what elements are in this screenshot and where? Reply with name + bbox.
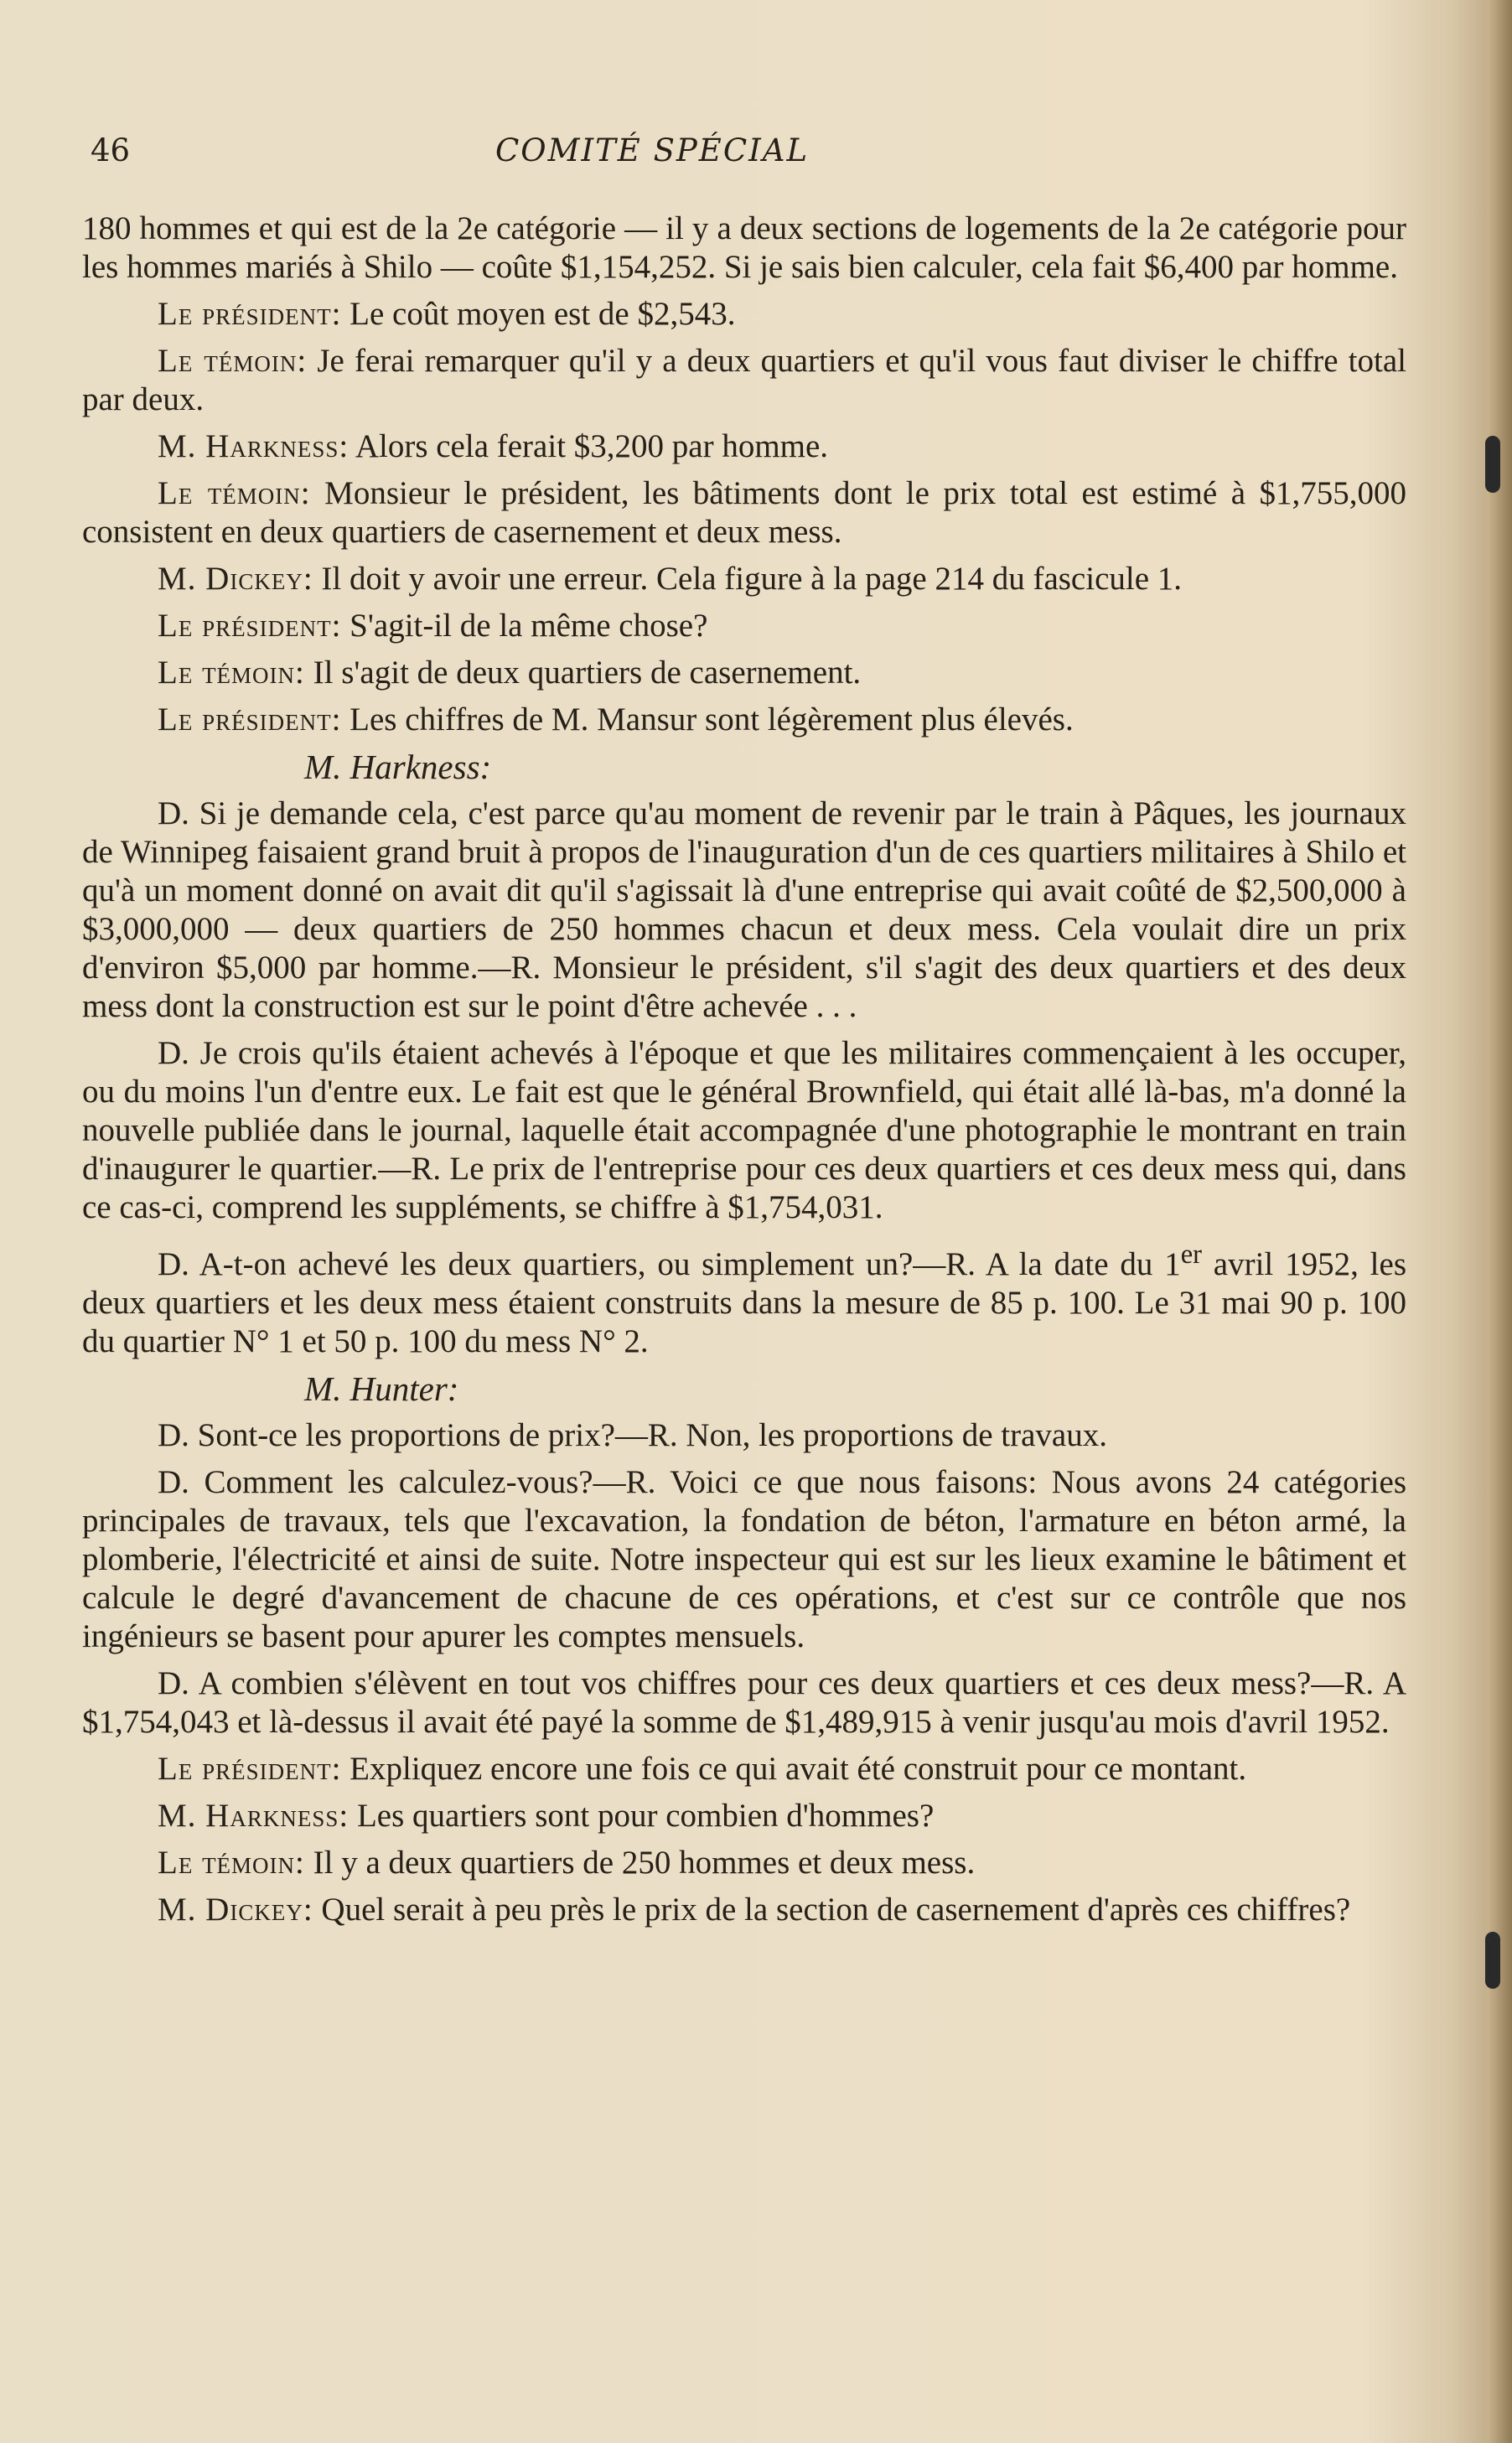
paragraph [82, 1750, 1406, 1788]
superscript: er [1180, 1240, 1202, 1270]
running-head [91, 132, 1406, 174]
paragraph-text: Je ferai remarquer qu'il y a deux quartiers et qu'il vous faut diviser le chiffre total par deux. [82, 343, 1406, 417]
paragraph: D. Je crois qu'ils étaient achevés à l'époque et que les militaires commençaient à les occuper, ou du moins l'un d'entre eux. Le fait est que le général Brownfield, qui était allé là-bas, m'a donné la nouvelle publiée dans le journal, laquelle était accompagnée d'une photographie le montrant en train d'inaugurer le quartier.—R. Le prix de l'entreprise pour ces deux quartiers et ces deux mess qui, dans ce cas-ci, comprend les suppléments, se chiffre à $1,754,031. [82, 1035, 1406, 1225]
paragraph-text: D. A-t-on achevé les deux quartiers, ou simplement un?—R. A la date du 1 [158, 1246, 1181, 1282]
paragraph-text: Le coût moyen est de $2,543. [350, 296, 736, 332]
paragraph [82, 210, 1406, 287]
paragraph [82, 701, 1406, 739]
paragraph-text: avril 1952, les deux quartiers et les deux mess étaient construits dans la mesure de 85 p. 100. Le 31 mai 90 p. 100 du quartier N° 1 et 50 p. 100 du mess N° 2. [82, 1246, 1407, 1359]
paragraph-text: 180 hommes et qui est de la 2e catégorie — il y a deux sections de logements de la 2e catégorie pour les hommes mariés à Shilo — coûte $1,154,252. Si je sais bien calculer, cela fait $6,400 par homme. [82, 210, 1406, 285]
speaker: M. Dickey: [158, 561, 313, 597]
speaker: Le président: [158, 608, 342, 644]
section-heading: M. Hunter: [304, 1369, 459, 1408]
speaker: Le président: [158, 296, 342, 332]
punch-hole [1485, 1932, 1500, 1989]
paragraph [82, 1844, 1406, 1882]
paragraph: D. Si je demande cela, c'est parce qu'au moment de revenir par le train à Pâques, les journaux de Winnipeg faisaient grand bruit à propos de l'inauguration d'un de ces quartiers militaires à Shilo et qu'à un moment donné on avait dit qu'il s'agissait là d'une entreprise qui avait coûté de $2,500,000 à $3,000,000 — deux quartiers de 250 hommes chacun et deux mess. Cela voulait dire un prix d'environ $5,000 par homme.—R. Monsieur le président, s'il s'agit des deux quartiers et des deux mess dont la construction est sur le point d'être achevée . . . [82, 795, 1406, 1024]
paragraph-text: Il y a deux quartiers de 250 hommes et deux mess. [313, 1845, 976, 1881]
paragraph [82, 474, 1406, 551]
speaker: Le président: [158, 701, 342, 738]
paragraph: D. Comment les calculez-vous?—R. Voici ce que nous faisons: Nous avons 24 catégories principales de travaux, tels que l'excavation, la fondation de béton, l'armature en béton armé, la plomberie, l'électricité et ainsi de suite. Notre inspecteur qui est sur les lieux examine le bâtiment et calcule le degré d'avancement de chacune de ces opérations, et c'est sur ce contrôle que nos ingénieurs se basent pour apurer les comptes mensuels. [82, 1464, 1406, 1654]
speaker: M. Dickey: [158, 1892, 313, 1928]
page-number: 46 [91, 132, 131, 168]
paragraph [82, 342, 1406, 419]
paragraph [82, 427, 1406, 466]
paragraph-text: Monsieur le président, les bâtiments dont le prix total est estimé à $1,755,000 consistent en deux quartiers de casernement et deux mess. [82, 475, 1406, 550]
paragraph-text: Expliquez encore une fois ce qui avait été construit pour ce montant. [350, 1751, 1247, 1787]
speaker: Le témoin: [158, 343, 308, 379]
speaker: Le témoin: [158, 475, 311, 511]
paragraph-text: Quel serait à peu près le prix de la section de casernement d'après ces chiffres? [321, 1892, 1351, 1928]
page-edge [1487, 0, 1512, 2443]
paragraph [82, 560, 1406, 598]
paragraph [82, 295, 1406, 334]
paragraph-text: S'agit-il de la même chose? [350, 608, 708, 644]
punch-hole [1485, 436, 1500, 493]
paragraph-text: Les chiffres de M. Mansur sont légèrement plus élevés. [350, 701, 1074, 738]
paragraph [82, 1891, 1406, 1929]
paragraph-text: Il s'agit de deux quartiers de casernement. [313, 655, 862, 691]
body-text [82, 210, 1406, 1938]
speaker: M. Harkness: [158, 428, 350, 464]
paragraph: D. Sont-ce les proportions de prix?—R. Non, les proportions de travaux. [158, 1417, 1107, 1453]
paragraph [82, 654, 1406, 692]
speaker: Le témoin: [158, 1845, 305, 1881]
paragraph-text: Alors cela ferait $3,200 par homme. [355, 428, 829, 464]
section-heading: M. Harkness: [304, 748, 492, 786]
paragraph-text: Il doit y avoir une erreur. Cela figure à la page 214 du fascicule 1. [321, 561, 1183, 597]
speaker: Le témoin: [158, 655, 305, 691]
paragraph [82, 1797, 1406, 1835]
paragraph [82, 607, 1406, 645]
page-title: COMITÉ SPÉCIAL [495, 132, 810, 168]
speaker: Le président: [158, 1751, 342, 1787]
speaker: M. Harkness: [158, 1798, 350, 1834]
paragraph-text: Les quartiers sont pour combien d'hommes? [356, 1798, 935, 1834]
paragraph: D. A combien s'élèvent en tout vos chiffres pour ces deux quartiers et ces deux mess?—R. A $1,754,043 et là-dessus il avait été payé la somme de $1,489,915 à venir jusqu'au mois d'avril 1952. [82, 1665, 1406, 1740]
paragraph [82, 1235, 1406, 1361]
